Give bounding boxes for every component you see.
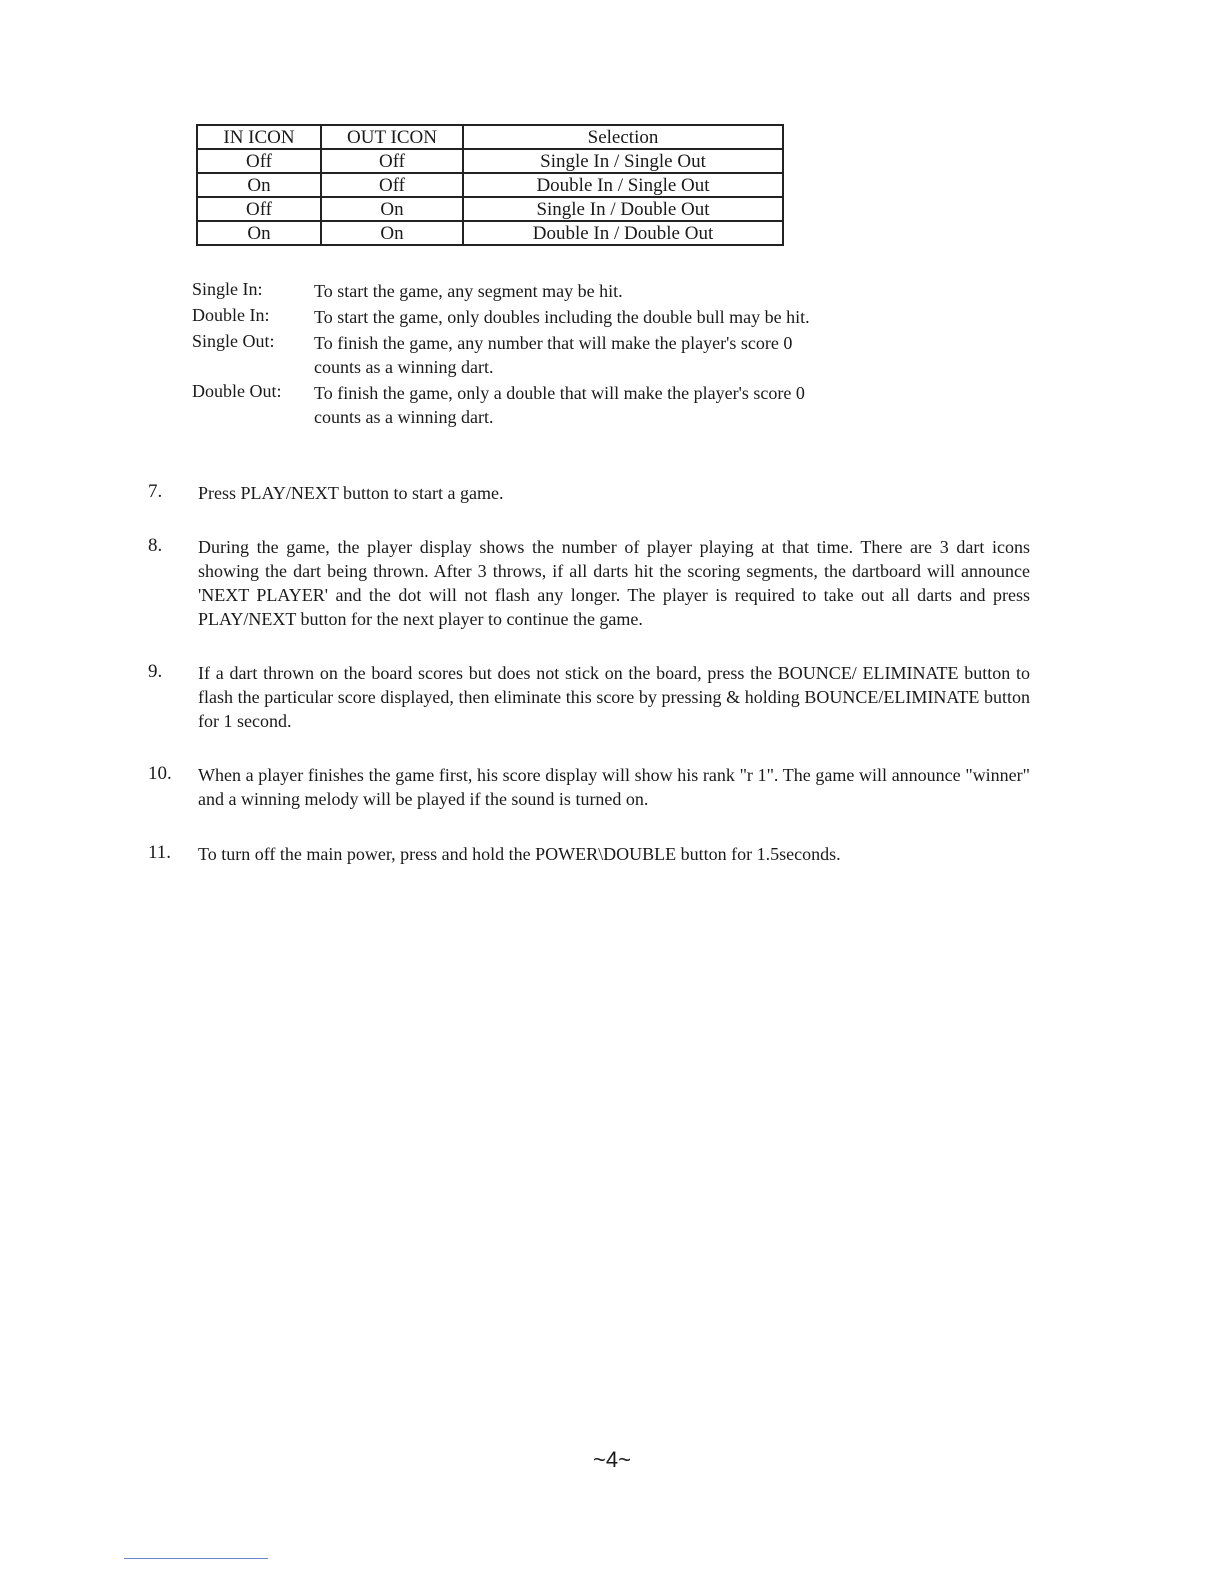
definition-term: Double In: <box>192 305 270 325</box>
definition-double-in <box>192 305 832 329</box>
item-text: If a dart thrown on the board scores but does not stick on the board, press the BOUNCE/ ELIMINATE button to flash the particular score displayed, then eliminate this score by pressing & holding BOUNCE/ELIMINATE button for 1 second. <box>198 663 1030 731</box>
item-text: To turn off the main power, press and hold the POWER\DOUBLE button for 1.5seconds. <box>198 844 841 864</box>
instruction-item-8 <box>148 535 1030 631</box>
bottom-divider <box>124 1558 268 1559</box>
table-cell: Off <box>197 149 321 173</box>
instruction-item-11 <box>148 842 1030 866</box>
table-cell: Double In / Single Out <box>463 173 783 197</box>
table-header-cell: IN ICON <box>197 125 321 149</box>
table-cell: Single In / Single Out <box>463 149 783 173</box>
definition-term: Double Out: <box>192 381 282 401</box>
definition-desc: To finish the game, only a double that will make the player's score 0 counts as a winning dart. <box>314 383 805 427</box>
item-number: 11. <box>148 842 172 863</box>
item-number: 10. <box>148 763 172 784</box>
table-cell: Off <box>197 197 321 221</box>
table-cell: On <box>197 173 321 197</box>
table-header-cell: OUT ICON <box>321 125 463 149</box>
table-row <box>197 173 783 197</box>
table-cell: Off <box>321 173 463 197</box>
definition-desc: To start the game, only doubles including the double bull may be hit. <box>314 307 810 327</box>
definition-term: Single Out: <box>192 331 275 351</box>
page-number: ~4~ <box>593 1447 631 1472</box>
item-number: 7. <box>148 481 163 502</box>
definition-desc: To start the game, any segment may be hit. <box>314 281 623 301</box>
table-row <box>197 149 783 173</box>
item-text: Press PLAY/NEXT button to start a game. <box>198 483 504 503</box>
instruction-item-7 <box>148 481 1030 505</box>
definition-term: Single In: <box>192 279 263 299</box>
item-text: When a player finishes the game first, his score display will show his rank "r 1". The game will announce "winner" and a winning melody will be played if the sound is turned on. <box>198 765 1030 809</box>
definition-desc: To finish the game, any number that will make the player's score 0 counts as a winning dart. <box>314 333 793 377</box>
table-row <box>197 197 783 221</box>
table-cell: On <box>321 197 463 221</box>
item-text: During the game, the player display shows the number of player playing at that time. There are 3 dart icons showing the dart being thrown. After 3 throws, if all darts hit the scoring segments, the dartboard will announce 'NEXT PLAYER' and the dot will not flash any longer. The player is required to take out all darts and press PLAY/NEXT button for the next player to continue the game. <box>198 537 1030 629</box>
icon-selection-table <box>196 124 784 246</box>
table-cell: Off <box>321 149 463 173</box>
table-cell: On <box>197 221 321 245</box>
instruction-item-9 <box>148 661 1030 733</box>
table-cell: On <box>321 221 463 245</box>
table-row <box>197 221 783 245</box>
definitions-list <box>192 279 832 431</box>
table-header-row <box>197 125 783 149</box>
definition-single-out <box>192 331 832 379</box>
definition-double-out <box>192 381 832 429</box>
item-number: 8. <box>148 535 163 556</box>
table-cell: Single In / Double Out <box>463 197 783 221</box>
table-cell: Double In / Double Out <box>463 221 783 245</box>
item-number: 9. <box>148 661 163 682</box>
definition-single-in <box>192 279 832 303</box>
table-header-cell: Selection <box>463 125 783 149</box>
instruction-item-10 <box>148 763 1030 811</box>
